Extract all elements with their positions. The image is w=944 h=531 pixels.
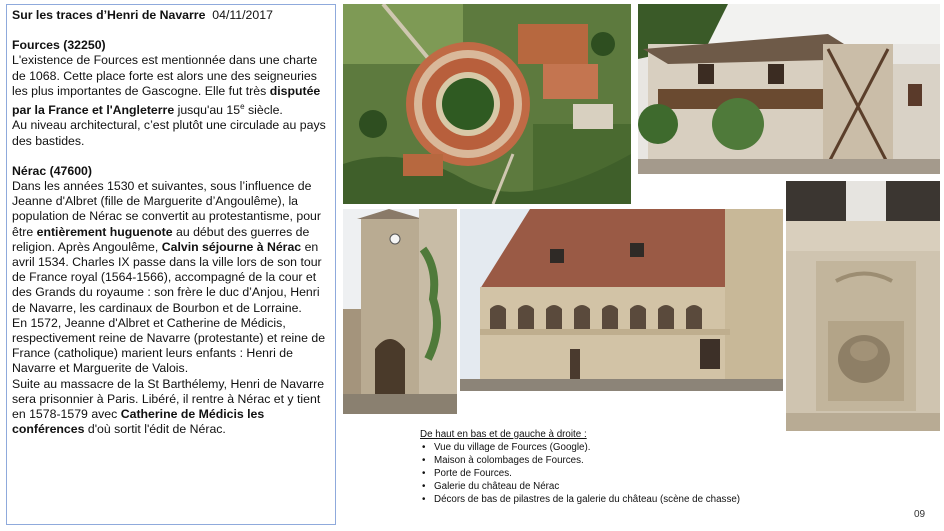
nerac-paragraph-2: En 1572, Jeanne d'Albret et Catherine de Médicis, respectivement reine de Navarre (protestante) et reine de France (catholique) marient leurs enfants : Henri de Navarre et Marguerite de Valois. bbox=[12, 315, 326, 376]
caption-item: • Galerie du château de Nérac bbox=[420, 480, 840, 493]
text-panel bbox=[6, 4, 336, 525]
title-text: Sur les traces d’Henri de Navarre bbox=[12, 8, 206, 22]
nerac-paragraph-3: Suite au massacre de la St Barthélemy, Henri de Navarre sera prisonnier à Paris. Libéré, il rentre à Nérac et y tient en 1578-1579 avec Catherine de Médicis les conférences d'où sortit l'édit de Nérac. bbox=[12, 376, 325, 437]
photo-galerie-nerac bbox=[460, 209, 783, 391]
caption-item: • Maison à colombages de Fources. bbox=[420, 454, 840, 467]
nerac-heading: Nérac (47600) bbox=[12, 163, 92, 178]
caption-item: • Décors de bas de pilastres de la galerie du château (scène de chasse) bbox=[420, 493, 840, 506]
slide-title bbox=[12, 8, 330, 23]
caption-title: De haut en bas et de gauche à droite : bbox=[420, 429, 587, 440]
caption-item: • Vue du village de Fources (Google). bbox=[420, 441, 840, 454]
fources-paragraph-1: L'existence de Fources est mentionnée dans une charte de 1068. Cette place forte est alors une des seigneuries les plus importantes de Gascogne. Elle fut très disputée par la France et l'Angleterre jusqu'au 15e siècle. bbox=[12, 53, 321, 118]
photo-porte-fources bbox=[343, 209, 457, 414]
nerac-bold-catherine: Catherine de Médicis les conférences bbox=[12, 406, 265, 437]
photo-fources-aerial bbox=[343, 4, 631, 204]
caption-list bbox=[420, 441, 840, 506]
fources-paragraph-2: Au niveau architectural, c’est plutôt une circulade au pays des bastides. bbox=[12, 118, 326, 148]
nerac-paragraph-1: Dans les années 1530 et suivantes, sous l’influence de Jeanne d'Albret (fille de Marguerite d’Angoulême), la population de Nérac se convertit au protestantisme, pour être entièrement huguenote au début des guerres de religion. Après Angoulême, Calvin séjourne à Nérac en avril 1534. Charles IX passe dans la ville lors de son tour de France royal (1564-1566), accompagné de la cour et des Grands du royaume : son frère le duc d’Anjou, Henri de Navarre, les cardinaux de Bourbon et de Lorraine. bbox=[12, 178, 322, 315]
title-date: 04/11/2017 bbox=[212, 8, 273, 22]
caption-item: • Porte de Fources. bbox=[420, 467, 840, 480]
photo-maison-colombages bbox=[638, 4, 940, 174]
photo-pilastre-chasse bbox=[786, 181, 940, 431]
nerac-bold-huguenote: entièrement huguenote bbox=[36, 224, 173, 239]
fources-bold-dispute: disputée par la France et l'Angleterre bbox=[12, 83, 321, 118]
page-number: 09 bbox=[914, 509, 926, 520]
photo-captions bbox=[420, 428, 840, 506]
fources-heading: Fources (32250) bbox=[12, 38, 106, 53]
nerac-bold-calvin: Calvin séjourne à Nérac bbox=[161, 239, 302, 254]
